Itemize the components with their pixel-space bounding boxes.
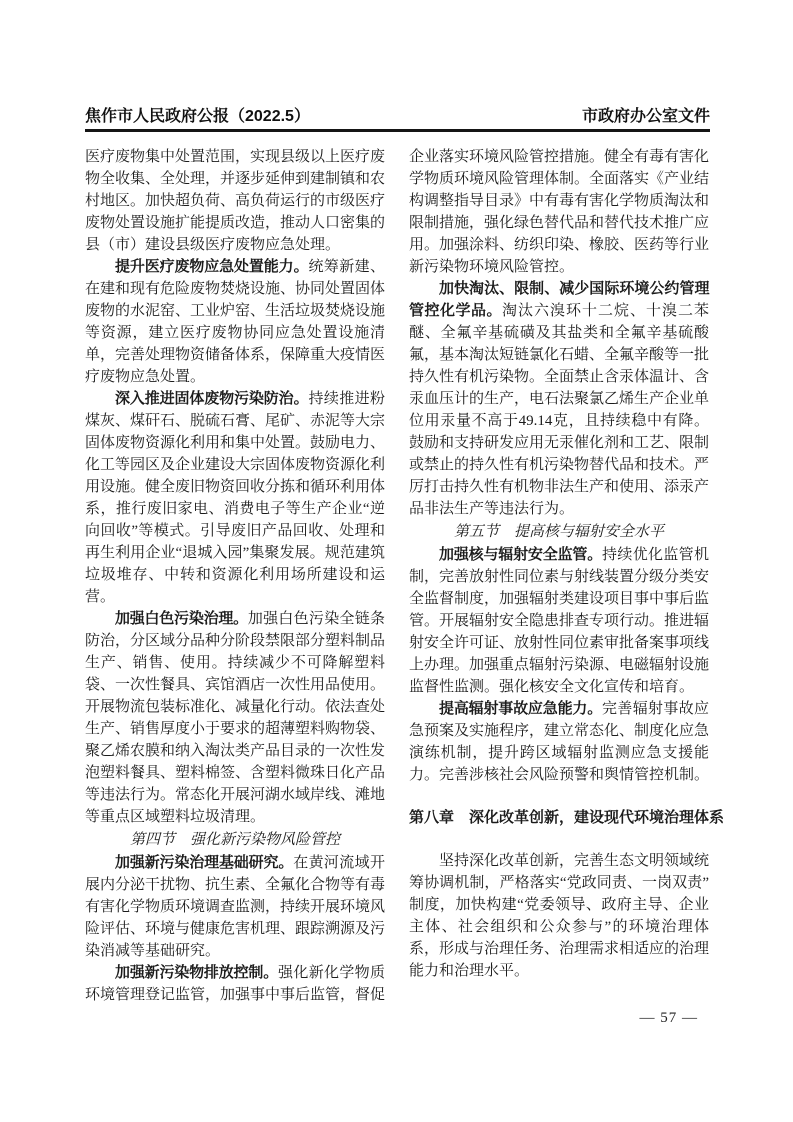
- body-paragraph: 医疗废物集中处置范围，实现县级以上医疗废物全收集、全处理，并逐步延伸到建制镇和农村地区。加快超负荷、高负荷运行的市级医疗废物处置设施扩能提质改造，推动人口密集的县（市）建设县级医疗废物应急处理。: [85, 149, 386, 253]
- header-rule: [85, 129, 710, 132]
- paragraph-text: 淘汰六溴环十二烷、十溴二苯醚、全氟辛基硫磺及其盐类和全氟辛基硫酸氟，基本淘汰短链氯化石蜡、全氟辛酸等一批持久性有机污染物。全面禁止含汞体温计、含汞血压计的生产，电石法聚氯乙烯生产企业单位用汞量不高于49.14克，且持续稳中有降。鼓励和支持研发应用无汞催化剂和工艺、限制或禁止的持久性有机污染物替代品和技术。严厉打击持久性有机物非法生产和使用、添汞产品非法生产等违法行为。: [409, 303, 710, 517]
- body-paragraph: 企业落实环境风险管控措施。健全有毒有害化学物质环境风险管理体制。全面落实《产业结构调整指导目录》中有毒有害化学物质淘汰和限制措施，强化绿色替代品和替代技术推广应用。加强涂料、纺织印染、橡胶、医药等行业新污染物环境风险管控。: [409, 149, 710, 275]
- body-paragraph: [85, 608, 385, 828]
- paragraph-lead: 加强新污染物排放控制。: [115, 964, 279, 981]
- body-paragraph: [85, 962, 385, 1006]
- paragraph-text: 持续优化监管机制，完善放射性同位素与射线装置分级分类安全监督制度，加强辐射类建设项目事中事后监管。开展辐射安全隐患排查专项行动。推进辐射安全许可证、放射性同位素审批备案事项线上办理。加强重点辐射污染源、电磁辐射设施监督性监测。强化核安全文化宣传和培育。: [409, 547, 710, 695]
- section-heading: 第四节 强化新污染物风险管控: [129, 832, 340, 848]
- header-right-title: 市政府办公室文件: [581, 108, 710, 125]
- paragraph-lead: 加强核与辐射安全监管。: [439, 546, 603, 563]
- paragraph-text: 在黄河流域开展内分泌干扰物、抗生素、全氟化合物等有毒有害化学物质环境调查监测，持续开展环境风险评估、环境与健康危害机理、跟踪溯源及污染消减等基础研究。: [85, 855, 386, 959]
- body-paragraph: [85, 388, 385, 608]
- body-paragraph: [409, 278, 709, 520]
- header-left-title: 焦作市人民政府公报（2022.5）: [85, 108, 310, 125]
- paragraph-text: 强化新化学物质环境管理登记监管，加强事中事后监管，督促: [85, 965, 386, 1003]
- left-column: [85, 146, 385, 1006]
- gazette-header: [85, 103, 710, 126]
- chapter-heading: 第八章 深化改革创新，建设现代环境治理体系: [409, 809, 725, 826]
- paragraph-text: 持续推进粉煤灰、煤矸石、脱硫石膏、尾矿、赤泥等大宗固体废物资源化利用和集中处置。鼓励电力、化工等园区及企业建设大宗固体废物资源化利用设施。健全废旧物资回收分拣和循环利用体系，推行废旧家电、消费电子等生产企业“逆向回收”等模式。引导废旧产品回收、处理和再生利用企业“退城入园”集聚发展。规范建筑垃圾堆存、中转和资源化利用场所建设和运营。: [85, 391, 386, 605]
- paragraph-lead: 加强新污染治理基础研究。: [115, 854, 294, 871]
- paragraph-text: 完善辐射事故应急预案及实施程序，建立常态化、制度化应急演练机制，提升跨区域辐射监测应急支援能力。完善涉核社会风险预警和舆情管控机制。: [409, 701, 710, 783]
- right-column: [409, 146, 725, 1006]
- document-body: [85, 146, 725, 1006]
- body-paragraph: [409, 544, 709, 698]
- paragraph-text: 统筹新建、在建和现有危险废物焚烧设施、协同处置固体废物的水泥窑、工业炉窑、生活垃圾焚烧设施等资源，建立医疗废物协同应急处置设施清单，完善处理物资储备体系，保障重大疫情医疗废物应急处置。: [85, 259, 386, 385]
- section-heading: 第五节 提高核与辐射安全水平: [453, 524, 664, 540]
- paragraph-lead: 加快淘汰、限制、减少国际环境公约管理管控化学品。: [409, 280, 709, 319]
- paragraph-lead: 提高辐射事故应急能力。: [439, 700, 603, 717]
- body-paragraph: [85, 852, 385, 962]
- body-paragraph: [85, 256, 385, 388]
- paragraph-text: 加强白色污染全链条防治，分区域分品种分阶段禁限部分塑料制品生产、销售、使用。持续减少不可降解塑料袋、一次性餐具、宾馆酒店一次性用品使用。开展物流包装标准化、减量化行动。依法查处生产、销售厚度小于要求的超薄塑料购物袋、聚乙烯农膜和纳入淘汰类产品目录的一次性发泡塑料餐具、塑料棉签、含塑料微珠日化产品等违法行为。常态化开展河湖水域岸线、滩地等重点区域塑料垃圾清理。: [85, 611, 386, 825]
- paragraph-lead: 深入推进固体废物污染防治。: [115, 390, 309, 407]
- body-paragraph: 坚持深化改革创新，完善生态文明领域统筹协调机制，严格落实“党政同责、一岗双责”制度，加快构建“党委领导、政府主导、企业主体、社会组织和公众参与”的环境治理体系，形成与治理任务、治理需求相适应的治理能力和治理水平。: [409, 853, 710, 979]
- body-paragraph: [409, 698, 709, 786]
- paragraph-lead: 提升医疗废物应急处置能力。: [115, 258, 309, 275]
- page-number: — 57 —: [639, 1010, 698, 1026]
- paragraph-lead: 加强白色污染治理。: [115, 610, 248, 627]
